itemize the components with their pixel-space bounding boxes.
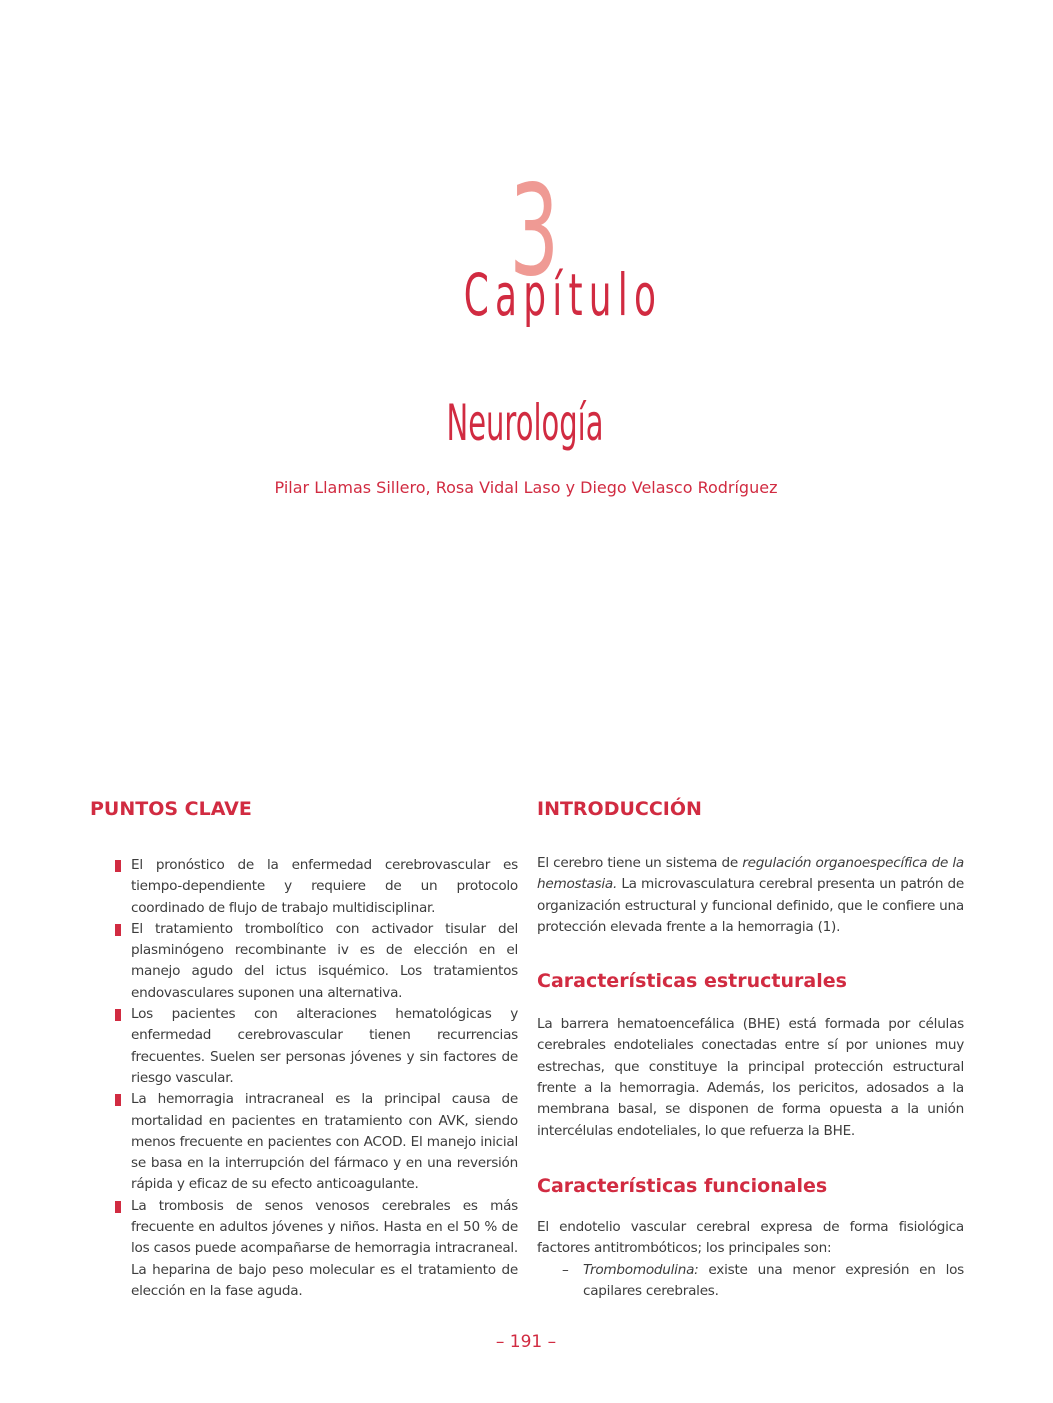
functional-factor-item [537, 1260, 964, 1303]
key-point-item [90, 919, 518, 1004]
chapter-label: Capítulo [463, 261, 663, 329]
factor-description: existe una menor expresión en los capilares cerebrales. [583, 1261, 964, 1299]
bullet-square-icon [115, 860, 121, 872]
structural-paragraph: La barrera hematoencefálica (BHE) está formada por células cerebrales endoteliales conectadas entre sí por uniones muy estrechas, que constituye la principal protección estructural frente a la hemorragia. Además, los pericitos, adosados a la membrana basal, se disponen de forma opuesta a la unión intercélulas endoteliales, lo que refuerza la BHE. [537, 1016, 964, 1139]
key-point-text: El pronóstico de la enfermedad cerebrovascular es tiempo-dependiente y requiere de un protocolo coordinado de flujo de trabajo multidisciplinar. [131, 857, 518, 916]
key-point-item [90, 1196, 518, 1302]
key-point-item [90, 855, 518, 919]
introduction-paragraph [537, 853, 964, 938]
key-point-text: El tratamiento trombolítico con activador tisular del plasminógeno recombinante iv es de elección en el manejo agudo del ictus isquémico. Los tratamientos endovasculares suponen una alternativa. [131, 920, 518, 1001]
introduction-text-start: El cerebro tiene un sistema de [537, 855, 743, 871]
key-point-text: Los pacientes con alteraciones hematológicas y enfermedad cerebrovascular tienen recurrencias frecuentes. Suelen ser personas jóvenes y sin factores de riesgo vascular. [131, 1006, 518, 1086]
introduction-emphasis: regulación organoespecífica de la hemostasia. [537, 855, 964, 893]
chapter-title: Neurología [446, 394, 604, 452]
key-points-list [90, 855, 518, 1302]
bullet-square-icon [115, 1009, 121, 1021]
functional-factors-list [537, 1260, 964, 1303]
functional-heading: Características funcionales [537, 1174, 828, 1197]
factor-term: Trombomodulina: [583, 1261, 699, 1278]
key-point-text: La hemorragia intracraneal es la principal causa de mortalidad en pacientes en tratamiento con AVK, siendo menos frecuente en pacientes con ACOD. El manejo inicial se basa en la interrupción del fármaco y en una reversión rápida y eficaz de su efecto anticoagulante. [131, 1091, 518, 1193]
page-number: – 191 – [495, 1332, 557, 1352]
bullet-square-icon [115, 1094, 121, 1106]
key-point-item [90, 1089, 518, 1195]
dash-icon: – [562, 1261, 569, 1278]
bullet-square-icon [115, 1201, 121, 1213]
key-points-heading: PUNTOS CLAVE [90, 798, 252, 820]
introduction-text-end: La microvasculatura cerebral presenta un patrón de organización estructural y funcional definido, que le confiere una protección elevada frente a la hemorragia (1). [537, 876, 964, 935]
chapter-number: 3 [509, 157, 560, 304]
introduction-column [537, 798, 964, 1302]
key-point-item [90, 1004, 518, 1089]
structural-heading: Características estructurales [537, 970, 847, 993]
key-point-text: La trombosis de senos venosos cerebrales es más frecuente en adultos jóvenes y niños. Hasta en el 50 % de los casos puede acompañarse de hemorragia intracraneal. La heparina de bajo peso molecular es el tratamiento de elección en la fase aguda. [131, 1197, 518, 1299]
bullet-square-icon [115, 924, 121, 936]
introduction-heading: INTRODUCCIÓN [537, 798, 702, 820]
chapter-authors: Pilar Llamas Sillero, Rosa Vidal Laso y Diego Velasco Rodríguez [274, 478, 778, 497]
key-points-column [90, 798, 518, 1302]
functional-paragraph: El endotelio vascular cerebral expresa de forma fisiológica factores antitrombóticos; los principales son: [537, 1218, 964, 1257]
